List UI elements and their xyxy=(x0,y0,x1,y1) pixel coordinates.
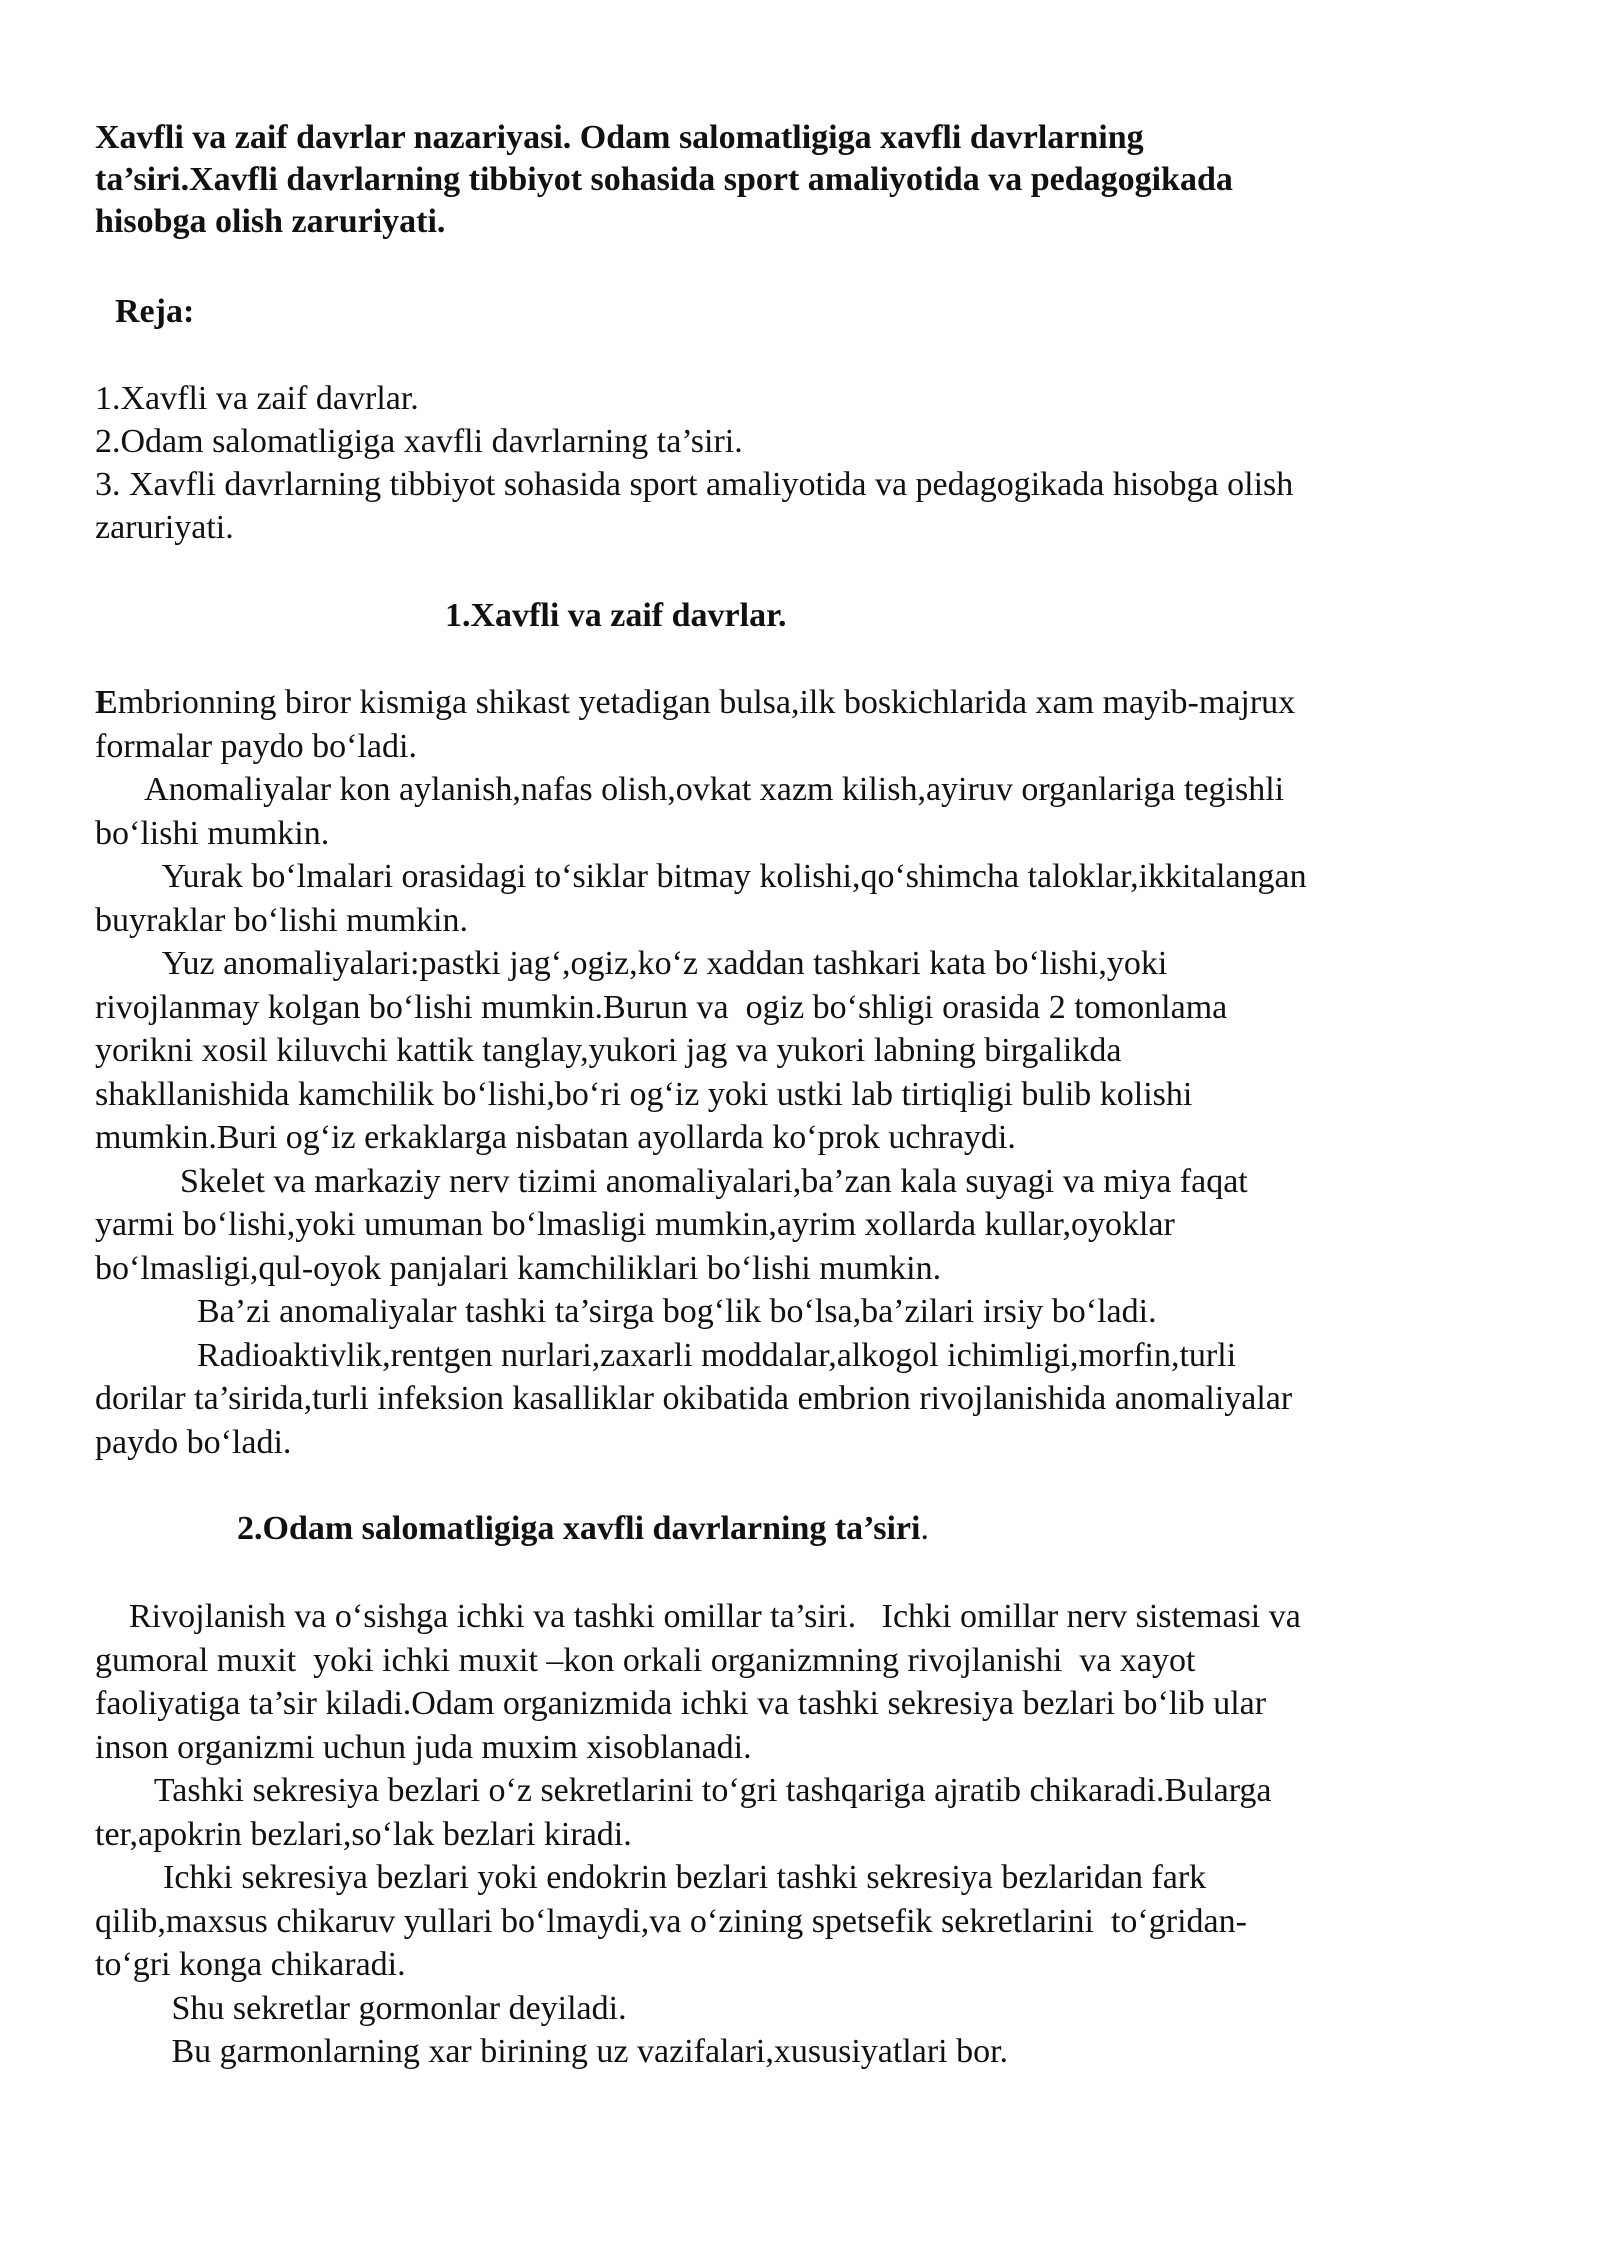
drop-letter: E xyxy=(95,684,118,721)
text-line: shakllanishida kamchilik bo‘lishi,bo‘ri og‘iz yoki ustki lab tirtiqligi bulib kolishi xyxy=(95,1075,1193,1113)
title-line: ta’siri.Xavfli davrlarning tibbiyot sohasida sport amaliyotida va pedagogikada xyxy=(95,161,1233,198)
text-line: to‘gri konga chikaradi. xyxy=(95,1946,406,1983)
text-line: yorikni xosil kiluvchi kattik tanglay,yukori jag va yukori labning birgalikda xyxy=(95,1032,1122,1069)
text-line: bo‘lishi mumkin. xyxy=(95,814,330,852)
section-1-heading: 1.Xavfli va zaif davrlar. xyxy=(445,597,787,634)
document-title xyxy=(95,117,1475,243)
text-line-rest: mbrionning biror kismiga shikast yetadigan bulsa,ilk boskichlarida xam mayib-majrux xyxy=(117,684,1296,721)
text-line: inson organizmi uchun juda muxim xisoblanadi. xyxy=(95,1728,752,1766)
text-line: Ichki sekresiya bezlari yoki endokrin bezlari tashki sekresiya bezlaridan fark xyxy=(95,1859,1207,1896)
title-line: hisobga olish zaruriyati. xyxy=(95,203,446,240)
text-line: rivojlanmay kolgan bo‘lishi mumkin.Burun va ogiz bo‘shligi orasida 2 tomonlama xyxy=(95,988,1228,1026)
text-line: Radioaktivlik,rentgen nurlari,zaxarli moddalar,alkogol ichimligi,morfin,turli xyxy=(95,1336,1237,1374)
text-line: faoliyatiga ta’sir kiladi.Odam organizmida ichki va tashki sekresiya bezlari bo‘lib ular xyxy=(95,1685,1267,1722)
text-line: dorilar ta’sirida,turli infeksion kasalliklar okibatida embrion rivojlanishida anomaliyalar xyxy=(95,1380,1293,1417)
text-line xyxy=(95,681,1495,725)
text-line: paydo bo‘ladi. xyxy=(95,1423,292,1461)
text-line: Ba’zi anomaliyalar tashki ta’sirga bog‘lik bo‘lsa,ba’zilari irsiy bo‘ladi. xyxy=(95,1293,1157,1330)
text-line: Yurak bo‘lmalari orasidagi to‘siklar bitmay kolishi,qo‘shimcha taloklar,ikkitalangan xyxy=(95,858,1307,895)
text-line: ter,apokrin bezlari,so‘lak bezlari kiradi. xyxy=(95,1815,632,1853)
section-2-body xyxy=(95,1595,1495,2074)
text-line: Anomaliyalar kon aylanish,nafas olish,ovkat xazm kilish,ayiruv organlariga tegishli xyxy=(95,771,1285,808)
title-line: Xavfli va zaif davrlar nazariyasi. Odam salomatligiga xavfli davrlarning xyxy=(95,119,1144,156)
text-line: Shu sekretlar gormonlar deyiladi. xyxy=(95,1989,627,2027)
section-2-heading-text: 2.Odam salomatligiga xavfli davrlarning ta’siri xyxy=(237,1510,921,1547)
plan-item: zaruriyati. xyxy=(95,509,234,546)
text-line: buyraklar bo‘lishi mumkin. xyxy=(95,901,469,939)
text-line: mumkin.Buri og‘iz erkaklarga nisbatan ayollarda ko‘prok uchraydi. xyxy=(95,1119,1016,1156)
text-line: Tashki sekresiya bezlari o‘z sekretlarini to‘gri tashqariga ajratib chikaradi.Bularga xyxy=(95,1772,1272,1809)
text-line: gumoral muxit yoki ichki muxit –kon orkali organizmning rivojlanishi va xayot xyxy=(95,1641,1196,1679)
section-2-heading-suffix: . xyxy=(920,1510,929,1547)
text-line: bo‘lmasligi,qul-oyok panjalari kamchiliklari bo‘lishi mumkin. xyxy=(95,1249,942,1287)
section-2-heading xyxy=(237,1508,929,1550)
text-line: Bu garmonlarning xar birining uz vazifalari,xususiyatlari bor. xyxy=(95,2033,1009,2070)
text-line: yarmi bo‘lishi,yoki umuman bo‘lmasligi mumkin,ayrim xollarda kullar,oyoklar xyxy=(95,1206,1175,1243)
plan-item: 3. Xavfli davrlarning tibbiyot sohasida sport amaliyotida va pedagogikada hisobga olish xyxy=(95,466,1294,503)
plan-item: 1.Xavfli va zaif davrlar. xyxy=(95,380,419,417)
section-1-body xyxy=(95,681,1495,1464)
plan-heading: Reja: xyxy=(115,293,195,330)
text-line: formalar paydo bo‘ladi. xyxy=(95,727,417,765)
text-line: qilib,maxsus chikaruv yullari bo‘lmaydi,va o‘zining spetsefik sekretlarini to‘gridan- xyxy=(95,1902,1247,1940)
text-line: Skelet va markaziy nerv tizimi anomaliyalari,ba’zan kala suyagi va miya faqat xyxy=(95,1162,1248,1200)
plan-list xyxy=(95,377,1495,549)
plan-item: 2.Odam salomatligiga xavfli davrlarning ta’siri. xyxy=(95,423,743,460)
text-line: Rivojlanish va o‘sishga ichki va tashki omillar ta’siri. Ichki omillar nerv sistemasi va xyxy=(95,1598,1301,1635)
text-line: Yuz anomaliyalari:pastki jag‘,ogiz,ko‘z xaddan tashkari kata bo‘lishi,yoki xyxy=(95,945,1168,982)
